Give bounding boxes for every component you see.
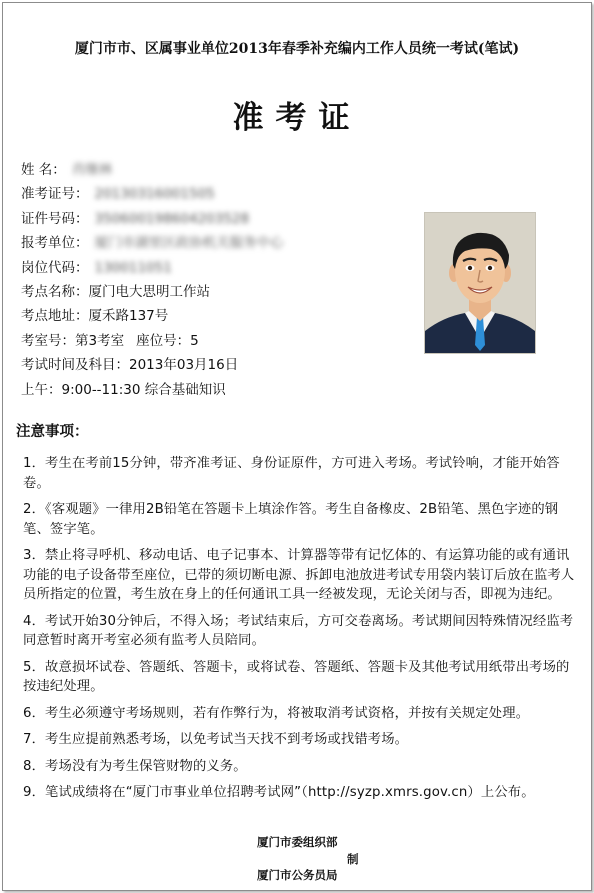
unit-value: 厦门市湖里区政协机关服务中心 bbox=[94, 235, 284, 252]
post-code-value: 130011051 bbox=[94, 259, 172, 276]
ticket-no-value: 20130316001505 bbox=[94, 186, 215, 203]
notes-list bbox=[23, 454, 579, 810]
note-item: 1．考生在考前15分钟，带齐准考证、身份证原件，方可进入考场。考试铃响，才能开始答卷。 bbox=[23, 456, 560, 491]
note-item: 8．考场没有为考生保管财物的义务。 bbox=[23, 758, 247, 774]
room-value: 第3考室 bbox=[75, 332, 125, 349]
unit-label: 报考单位： bbox=[21, 235, 89, 252]
address-value: 厦禾路137号 bbox=[88, 308, 169, 325]
time-subject-value: 2013年03月16日 bbox=[129, 357, 239, 374]
note-item: 4．考试开始30分钟后，不得入场；考试结束后，方可交卷离场。考试期间因特殊情况经监考同意暂时离开考室必须有监考人员陪同。 bbox=[23, 613, 574, 648]
notes-title: 注意事项： bbox=[16, 424, 89, 440]
venue-value: 厦门电大思明工作站 bbox=[88, 283, 210, 300]
note-item: 2．《客观题》一律用2B铅笔在答题卡上填涂作答。考生自备橡皮、2B铅笔、黑色字迹的钢笔、签字笔。 bbox=[23, 502, 559, 537]
id-no-value: 350600198604203528 bbox=[94, 210, 250, 227]
note-item: 9．笔试成绩将在“厦门市事业单位招聘考试网”（http://syzp.xmrs.gov.cn）上公布。 bbox=[23, 785, 535, 800]
venue-label: 考点名称： bbox=[21, 283, 89, 300]
unit-row bbox=[21, 231, 421, 255]
session-label: 上午： bbox=[21, 381, 62, 398]
ticket-no-row bbox=[21, 182, 421, 206]
note-item: 3．禁止将寻呼机、移动电话、电子记事本、计算器等带有记忆体的、有运算功能的或有通讯功能的电子设备带至座位，已带的须切断电源、拆卸电池放进考试专用袋内装订后放在监考人员所指定的位置，考生放在身上的任何通讯工具一经被发现，无论关闭与否，即视为违纪。 bbox=[23, 548, 575, 602]
seat-label: 座位号： bbox=[136, 332, 191, 349]
time-subject-label: 考试时间及科目： bbox=[21, 357, 129, 374]
seat-value: 5 bbox=[190, 332, 199, 349]
issuer-mark: 制 bbox=[347, 852, 359, 866]
room-seat-row bbox=[21, 329, 421, 353]
post-code-label: 岗位代码： bbox=[21, 259, 89, 276]
ticket-no-label: 准考证号： bbox=[21, 186, 89, 203]
card-title: 准考证 bbox=[232, 100, 362, 136]
address-row bbox=[21, 304, 421, 328]
room-label: 考室号： bbox=[21, 332, 75, 349]
name-value: 肖继林 bbox=[71, 162, 113, 178]
id-no-row bbox=[21, 207, 421, 231]
applicant-photo bbox=[424, 212, 536, 354]
portrait-icon bbox=[425, 213, 535, 353]
session-value: 9:00--11:30 综合基础知识 bbox=[61, 381, 226, 398]
address-label: 考点地址： bbox=[21, 308, 89, 325]
note-item: 7．考生应提前熟悉考场，以免考试当天找不到考场或找错考场。 bbox=[23, 732, 409, 747]
time-subject-row bbox=[21, 353, 421, 377]
issuer-org-1: 厦门市委组织部 bbox=[257, 835, 338, 849]
note-item: 5．故意损坏试卷、答题纸、答题卡，或将试卷、答题纸、答题卡及其他考试用纸带出考场的按违纪处理。 bbox=[23, 659, 570, 694]
name-label: 姓 名： bbox=[21, 162, 66, 178]
note-item: 6．考生必须遵守考场规则，若有作弊行为，将被取消考试资格，并按有关规定处理。 bbox=[23, 705, 530, 721]
name-row bbox=[21, 158, 421, 182]
venue-row bbox=[21, 280, 421, 304]
session-row bbox=[21, 378, 421, 402]
issuer-org-2: 厦门市公务员局 bbox=[257, 868, 338, 882]
exam-title: 厦门市市、区属事业单位2013年春季补充编内工作人员统一考试(笔试) bbox=[74, 41, 520, 57]
id-no-label: 证件号码： bbox=[21, 210, 89, 227]
applicant-info bbox=[21, 158, 421, 402]
post-code-row bbox=[21, 256, 421, 280]
